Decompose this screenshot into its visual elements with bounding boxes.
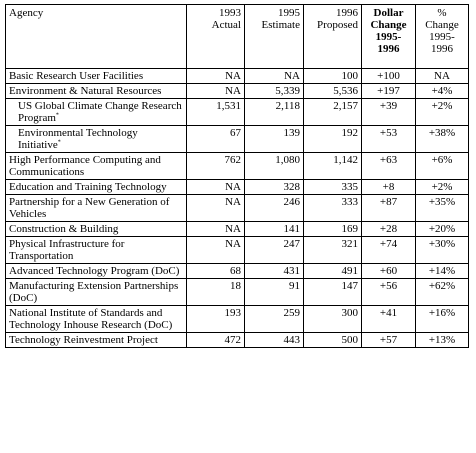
cell-1995-estimate: 5,339 xyxy=(245,84,304,99)
cell-1996-proposed: 333 xyxy=(304,195,362,222)
header-pct-change-line-1: % xyxy=(437,7,447,19)
cell-1996-proposed: 321 xyxy=(304,237,362,264)
cell-dollar-change: +8 xyxy=(362,180,416,195)
cell-1995-estimate: 246 xyxy=(245,195,304,222)
cell-dollar-change: +100 xyxy=(362,69,416,84)
cell-1993-actual: 68 xyxy=(187,264,245,279)
cell-1993-actual: 67 xyxy=(187,126,245,153)
header-1993-actual xyxy=(187,5,245,69)
cell-1993-actual: 762 xyxy=(187,153,245,180)
header-pct-change-line-2: Change xyxy=(425,19,459,31)
cell-dollar-change: +197 xyxy=(362,84,416,99)
cell-dollar-change: +41 xyxy=(362,306,416,333)
cell-1995-estimate: 2,118 xyxy=(245,99,304,126)
cell-1996-proposed: 5,536 xyxy=(304,84,362,99)
header-1996-proposed-line-2: Proposed xyxy=(317,19,358,31)
agency-name: Construction & Building xyxy=(9,223,119,235)
cell-dollar-change: +74 xyxy=(362,237,416,264)
cell-1996-proposed: 300 xyxy=(304,306,362,333)
table-body xyxy=(6,69,469,348)
agency-name: Partnership for a New Generation of Vehicles xyxy=(9,196,170,220)
header-pct-change-line-3: 1995- xyxy=(429,31,455,43)
table-row xyxy=(6,180,469,195)
budget-table-container xyxy=(5,4,468,348)
header-dollar-change xyxy=(362,5,416,69)
cell-1996-proposed: 1,142 xyxy=(304,153,362,180)
table-row xyxy=(6,153,469,180)
agency-budget-table xyxy=(5,4,469,348)
agency-name: Environment & Natural Resources xyxy=(9,85,162,97)
table-row xyxy=(6,264,469,279)
agency-name: High Performance Computing and Communications xyxy=(9,154,161,178)
cell-1995-estimate: 247 xyxy=(245,237,304,264)
agency-name: Environmental Technology Initiative xyxy=(18,127,138,151)
header-1995-estimate xyxy=(245,5,304,69)
cell-1993-actual: NA xyxy=(187,84,245,99)
cell-1996-proposed: 192 xyxy=(304,126,362,153)
header-agency: Agency xyxy=(6,5,187,69)
cell-1996-proposed: 500 xyxy=(304,333,362,348)
cell-1995-estimate: 259 xyxy=(245,306,304,333)
cell-pct-change: +30% xyxy=(416,237,469,264)
cell-1996-proposed: 2,157 xyxy=(304,99,362,126)
header-row xyxy=(6,5,469,69)
table-row xyxy=(6,222,469,237)
cell-1993-actual: 193 xyxy=(187,306,245,333)
cell-dollar-change: +60 xyxy=(362,264,416,279)
cell-1993-actual: NA xyxy=(187,180,245,195)
cell-pct-change: NA xyxy=(416,69,469,84)
header-dollar-change-line-4: 1996 xyxy=(377,43,400,55)
cell-dollar-change: +53 xyxy=(362,126,416,153)
cell-pct-change: +38% xyxy=(416,126,469,153)
table-row xyxy=(6,306,469,333)
table-row xyxy=(6,195,469,222)
cell-1993-actual: NA xyxy=(187,195,245,222)
header-1995-estimate-line-2: Estimate xyxy=(261,19,300,31)
table-row xyxy=(6,237,469,264)
agency-name: Advanced Technology Program (DoC) xyxy=(9,265,180,277)
cell-pct-change: +4% xyxy=(416,84,469,99)
footnote-marker: * xyxy=(55,112,59,119)
header-dollar-change-line-1: Dollar xyxy=(373,7,404,19)
table-row xyxy=(6,126,469,153)
cell-1995-estimate: 1,080 xyxy=(245,153,304,180)
header-1995-estimate-line-1: 1995 xyxy=(278,7,300,19)
table-row xyxy=(6,333,469,348)
cell-pct-change: +62% xyxy=(416,279,469,306)
cell-1995-estimate: 328 xyxy=(245,180,304,195)
footnote-marker: * xyxy=(57,139,61,146)
cell-1996-proposed: 100 xyxy=(304,69,362,84)
cell-1993-actual: NA xyxy=(187,69,245,84)
agency-name: Education and Training Technology xyxy=(9,181,167,193)
header-1993-actual-line-2: Actual xyxy=(211,19,241,31)
agency-name: Basic Research User Facilities xyxy=(9,70,144,82)
cell-1993-actual: 18 xyxy=(187,279,245,306)
header-1996-proposed-line-1: 1996 xyxy=(336,7,358,19)
cell-1993-actual: NA xyxy=(187,237,245,264)
cell-1995-estimate: 91 xyxy=(245,279,304,306)
cell-1996-proposed: 147 xyxy=(304,279,362,306)
table-row xyxy=(6,69,469,84)
cell-1995-estimate: 431 xyxy=(245,264,304,279)
cell-pct-change: +16% xyxy=(416,306,469,333)
header-dollar-change-line-3: 1995- xyxy=(375,31,402,43)
cell-1993-actual: 1,531 xyxy=(187,99,245,126)
cell-pct-change: +13% xyxy=(416,333,469,348)
cell-pct-change: +6% xyxy=(416,153,469,180)
cell-dollar-change: +56 xyxy=(362,279,416,306)
agency-name: Technology Reinvestment Project xyxy=(9,334,158,346)
header-pct-change-line-4: 1996 xyxy=(431,43,453,55)
cell-1996-proposed: 491 xyxy=(304,264,362,279)
agency-name: Manufacturing Extension Partnerships (DoC) xyxy=(9,280,179,304)
cell-dollar-change: +39 xyxy=(362,99,416,126)
cell-dollar-change: +87 xyxy=(362,195,416,222)
header-dollar-change-line-2: Change xyxy=(370,19,407,31)
cell-dollar-change: +63 xyxy=(362,153,416,180)
cell-pct-change: +20% xyxy=(416,222,469,237)
cell-pct-change: +2% xyxy=(416,180,469,195)
table-row xyxy=(6,279,469,306)
cell-dollar-change: +28 xyxy=(362,222,416,237)
table-row xyxy=(6,84,469,99)
agency-name: US Global Climate Change Research Program xyxy=(18,100,182,124)
cell-pct-change: +2% xyxy=(416,99,469,126)
header-1996-proposed xyxy=(304,5,362,69)
cell-1996-proposed: 335 xyxy=(304,180,362,195)
cell-pct-change: +14% xyxy=(416,264,469,279)
table-row xyxy=(6,99,469,126)
cell-1995-estimate: 443 xyxy=(245,333,304,348)
cell-pct-change: +35% xyxy=(416,195,469,222)
agency-name: Physical Infrastructure for Transportation xyxy=(9,238,125,262)
header-pct-change xyxy=(416,5,469,69)
cell-1993-actual: NA xyxy=(187,222,245,237)
header-1993-actual-line-1: 1993 xyxy=(219,7,241,19)
cell-dollar-change: +57 xyxy=(362,333,416,348)
cell-1996-proposed: 169 xyxy=(304,222,362,237)
agency-name: National Institute of Standards and Technology Inhouse Research (DoC) xyxy=(9,307,173,331)
cell-1993-actual: 472 xyxy=(187,333,245,348)
cell-1995-estimate: 141 xyxy=(245,222,304,237)
cell-1995-estimate: 139 xyxy=(245,126,304,153)
cell-1995-estimate: NA xyxy=(245,69,304,84)
